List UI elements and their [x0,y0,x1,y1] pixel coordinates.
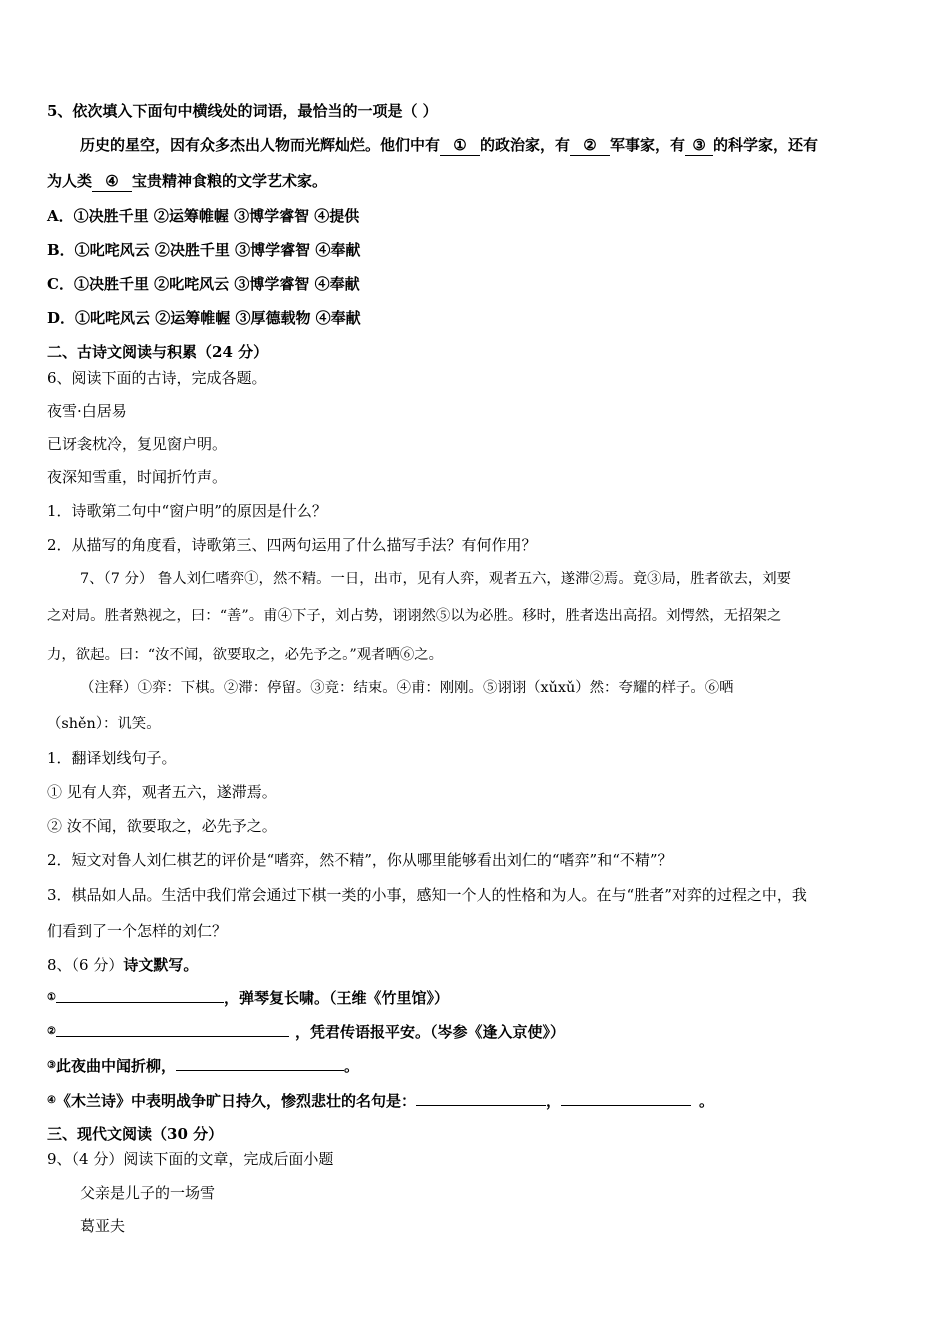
q5-stem: 5、依次填入下面句中横线处的词语，最恰当的一项是（ ） [47,102,438,120]
section3-heading: 三、现代文阅读（30 分） [47,1125,224,1143]
q8-item-3-answer-blank[interactable] [176,1056,344,1071]
q8-item-2: ② ，凭君传语报平安。（岑参《逢入京使》） [47,1023,565,1041]
q8-item-3-number: ③ [47,1060,56,1071]
q5-option-c: C．①决胜千里 ②叱咤风云 ③博学睿智 ④奉献 [47,275,360,293]
q5-blank-1: ① [440,135,480,156]
q5-passage-line2: 为人类 ④ 宝贵精神食粮的文学艺术家。 [47,172,328,190]
q8-item-4: ④《木兰诗》中表明战争旷日持久，惨烈悲壮的名句是： ， 。 [47,1092,715,1110]
q7-notes-line2: （shěn）：讥笑。 [47,716,161,732]
q8-item-4-answer-blank-1[interactable] [416,1091,546,1106]
q9-article-author: 葛亚夫 [80,1217,126,1235]
q5-option-a: A．①决胜千里 ②运筹帷幄 ③博学睿智 ④提供 [47,207,360,225]
q5-blank-2: ② [570,135,610,156]
q7-text-line2: 之对局。胜者熟视之，曰：“善”。甫④下子，刘占势，诩诩然⑤以为必胜。移时，胜者迭出高招。刘愕然，无招架之 [47,608,782,624]
q5-blank-3: ③ [685,135,713,156]
q7-text-line1: 7、（7 分） 鲁人刘仁嗜弈①，然不精。一日，出市，见有人弈，观者五六，遂滞②焉。竟③局，胜者欲去，刘要 [80,571,792,587]
q8-item-1-answer-blank[interactable] [56,988,224,1003]
q7-notes-line1: （注释）①弈：下棋。②滞：停留。③竞：结束。④甫：刚刚。⑤诩诩（xǔxǔ）然：夸耀的样子。⑥哂 [80,680,734,696]
q7-sub3-line2: 们看到了一个怎样的刘仁？ [47,922,228,940]
q9-article-title: 父亲是儿子的一场雪 [80,1184,216,1202]
q7-sub3-line1: 3．棋品如人品。生活中我们常会通过下棋一类的小事，感知一个人的性格和为人。在与“胜者”对弈的过程之中，我 [47,886,807,904]
q8-stem: 8、（6 分）诗文默写。 [47,956,199,974]
q8-item-4-answer-blank-2[interactable] [561,1091,691,1106]
q6-stem: 6、阅读下面的古诗，完成各题。 [47,369,267,387]
q8-item-2-answer-blank[interactable] [56,1022,289,1037]
q8-item-4-number: ④ [47,1095,56,1106]
q9-stem: 9、（4 分）阅读下面的文章，完成后面小题 [47,1150,334,1168]
q8-item-2-number: ② [47,1026,56,1037]
q7-text-line3: 力，欲起。曰：“汝不闻，欲要取之，必先予之。”观者哂⑥之。 [47,647,444,663]
q7-translate-item1: ① 见有人弈，观者五六，遂滞焉。 [47,783,277,801]
q6-poem-line1: 已讶衾枕冷，复见窗户明。 [47,435,228,453]
q5-option-b: B．①叱咤风云 ②决胜千里 ③博学睿智 ④奉献 [47,241,361,259]
q6-sub1: 1．诗歌第二句中“窗户明”的原因是什么？ [47,502,327,520]
q5-blank-4: ④ [92,171,132,192]
q6-sub2: 2．从描写的角度看，诗歌第三、四两句运用了什么描写手法？有何作用？ [47,536,537,554]
q8-item-3: ③此夜曲中闻折柳， 。 [47,1057,359,1075]
q8-item-1: ① ，弹琴复长啸。（王维《竹里馆》） [47,989,449,1007]
section2-heading: 二、古诗文阅读与积累（24 分） [47,343,269,361]
q5-passage-line1: 历史的星空，因有众多杰出人物而光辉灿烂。他们中有 ① 的政治家，有 ② 军事家，有 ③ 的科学家，还有 [80,136,819,154]
q6-poem-line2: 夜深知雪重，时闻折竹声。 [47,468,228,486]
q5-option-d: D．①叱咤风云 ②运筹帷幄 ③厚德载物 ④奉献 [47,309,361,327]
q8-item-1-number: ① [47,992,56,1003]
q7-translate-item2: ② 汝不闻，欲要取之，必先予之。 [47,817,277,835]
q6-poem-title: 夜雪·白居易 [47,402,127,420]
q7-sub1: 1．翻译划线句子。 [47,749,177,767]
q7-sub2: 2．短文对鲁人刘仁棋艺的评价是“嗜弈，然不精”，你从哪里能够看出刘仁的“嗜弈”和“不精”？ [47,851,673,869]
